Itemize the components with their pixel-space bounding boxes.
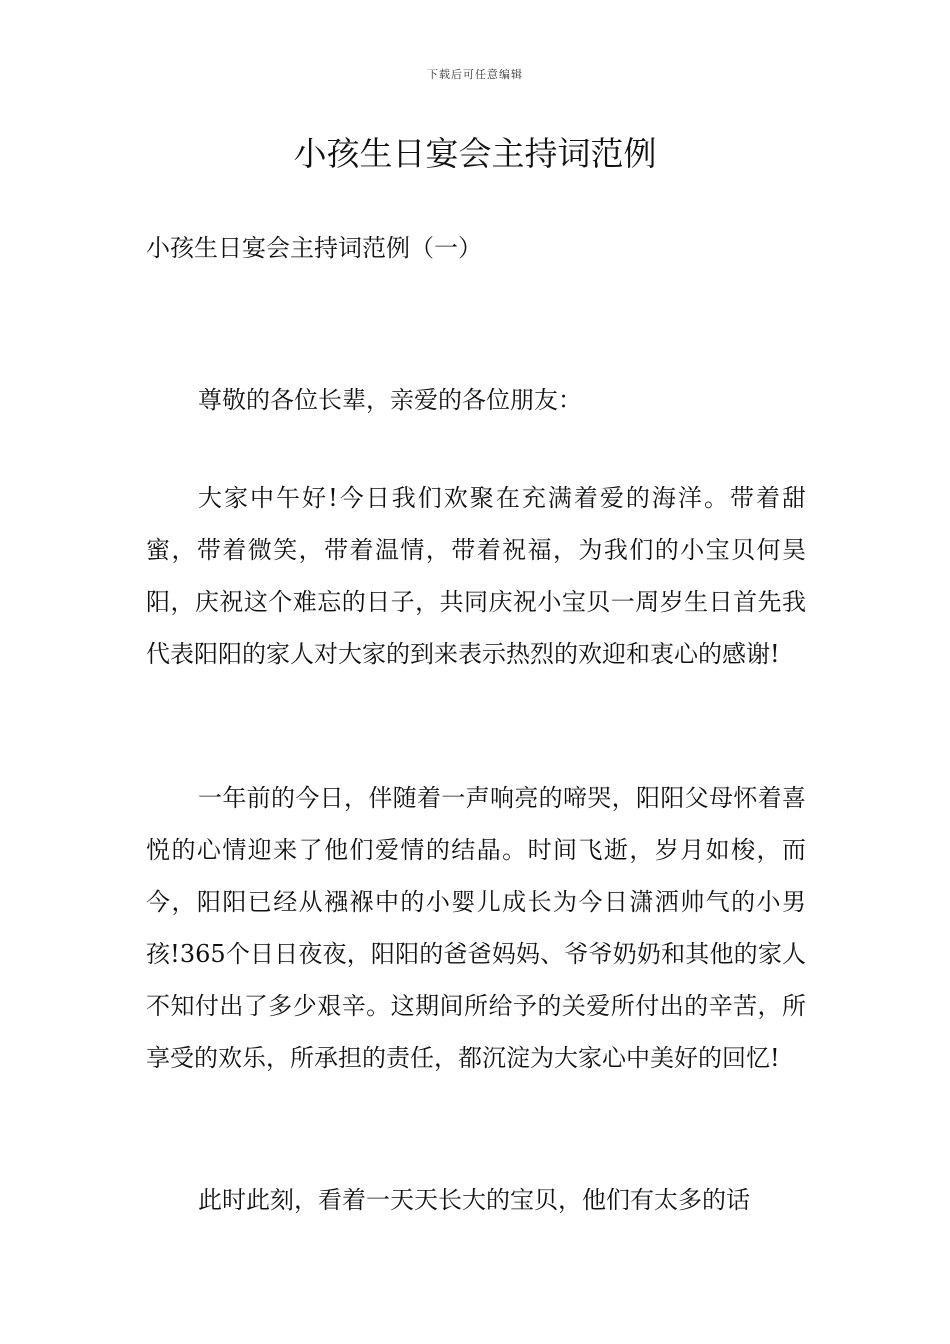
body-paragraph-1: 大家中午好!今日我们欢聚在充满着爱的海洋。带着甜蜜，带着微笑，带着温情，带着祝福，为我们的小宝贝何昊阳，庆祝这个难忘的日子，共同庆祝小宝贝一周岁生日首先我代表阳阳的家人对大家的到来表示热烈的欢迎和衷心的感谢! bbox=[146, 484, 806, 668]
body-paragraph-3: 此时此刻，看着一天天长大的宝贝，他们有太多的话 bbox=[198, 1186, 750, 1214]
paragraph-block-3 bbox=[146, 1174, 806, 1226]
page-title: 小孩生日宴会主持词范例 bbox=[293, 134, 657, 173]
section-subtitle: 小孩生日宴会主持词范例（一） bbox=[146, 234, 482, 262]
header-note: 下载后可任意编辑 bbox=[427, 68, 523, 81]
body-paragraph-2: 一年前的今日，伴随着一声响亮的啼哭，阳阳父母怀着喜悦的心情迎来了他们爱情的结晶。时间飞逝，岁月如梭，而今，阳阳已经从襁褓中的小婴儿成长为今日潇洒帅气的小男孩!365个日日夜夜，阳阳的爸爸妈妈、爷爷奶奶和其他的家人不知付出了多少艰辛。这期间所给予的关爱所付出的辛苦，所享受的欢乐，所承担的责任，都沉淀为大家心中美好的回忆! bbox=[146, 784, 806, 1072]
paragraph-block-1 bbox=[146, 472, 806, 680]
greeting-paragraph: 尊敬的各位长辈，亲爱的各位朋友： bbox=[198, 386, 582, 414]
paragraph-block-2 bbox=[146, 772, 806, 1084]
greeting-block bbox=[146, 374, 806, 426]
